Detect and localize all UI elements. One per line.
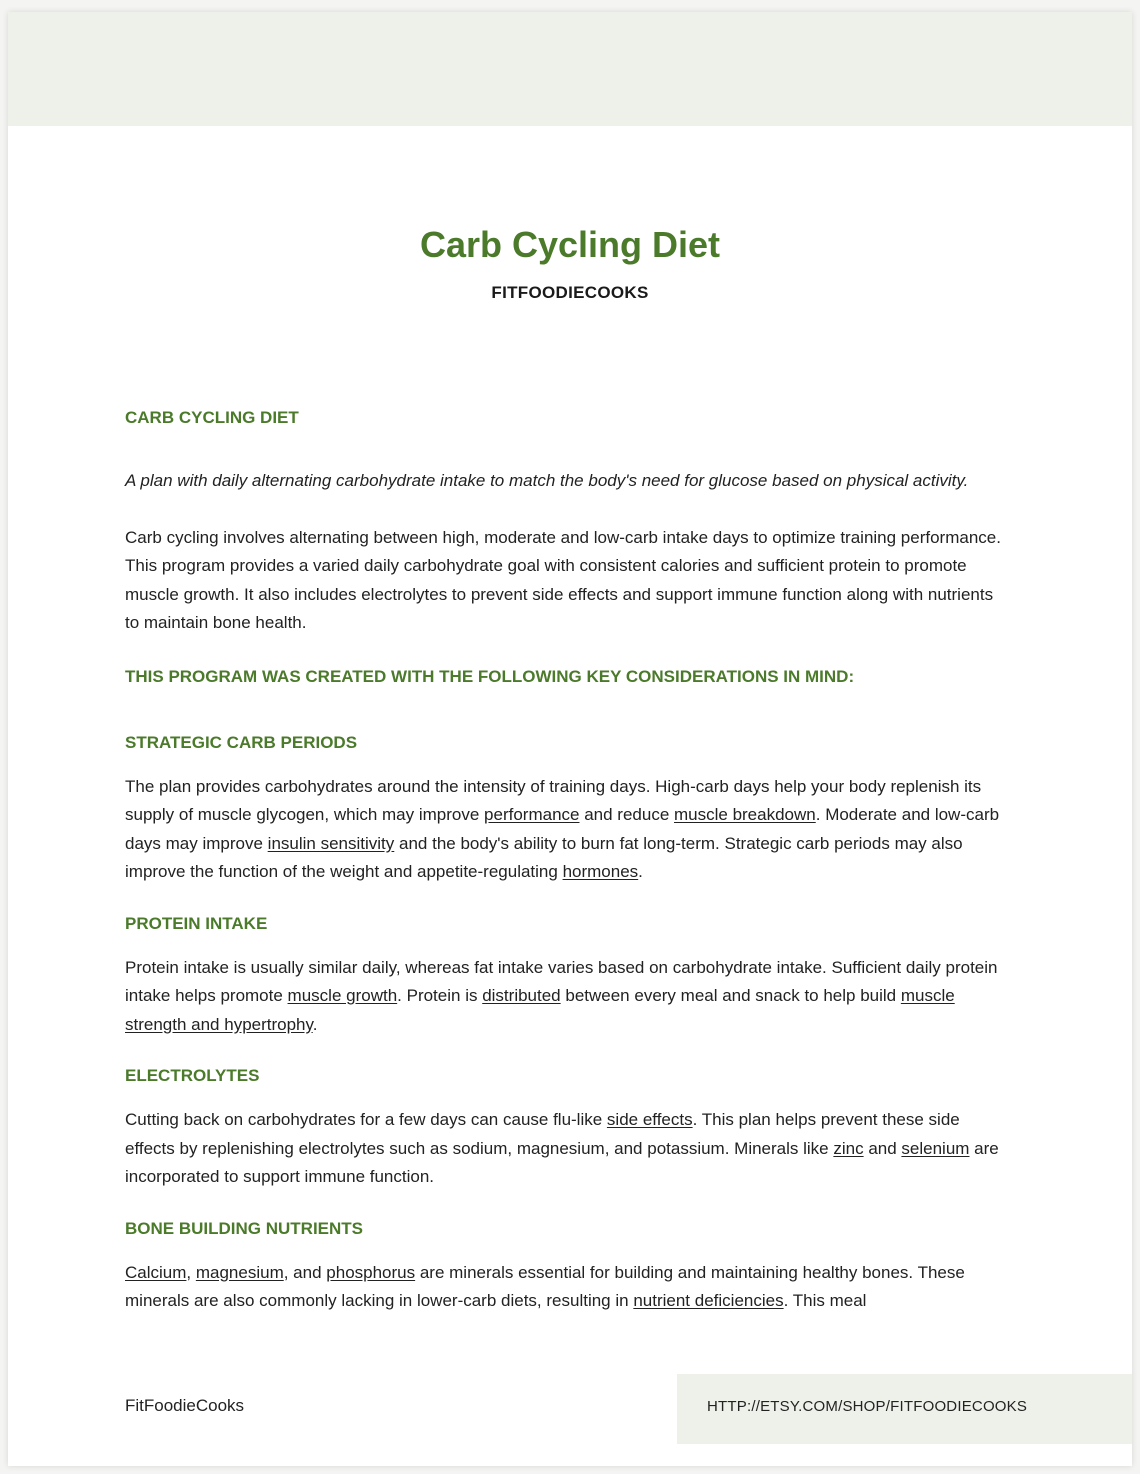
strategic-carb-heading: STRATEGIC CARB PERIODS xyxy=(125,732,358,752)
link-muscle-strength-hypertrophy[interactable]: muscle strength and hypertrophy xyxy=(125,986,955,1034)
intro-paragraph: Carb cycling involves alternating between high, moderate and low-carb intake days to optimize training performance. This program provides a varied daily carbohydrate goal with consistent calories and sufficient protein to promote muscle growth. It also includes electrolytes to prevent side effects and support immune function along with nutrients to maintain bone health. xyxy=(125,527,1001,632)
header-band xyxy=(8,12,1132,126)
electrolytes-heading: ELECTROLYTES xyxy=(125,1066,260,1085)
lead-paragraph: A plan with daily alternating carbohydrate intake to match the body's need for glucose based on physical activity. xyxy=(125,471,969,490)
link-selenium[interactable]: selenium xyxy=(901,1138,970,1158)
text-run: , xyxy=(186,1262,196,1282)
document-page xyxy=(8,12,1132,1466)
text-run: The plan provides carbohydrates around the intensity of training days. High-carb days help your body replenish its supply of muscle glycogen, which may improve xyxy=(125,776,982,824)
key-considerations-heading: THIS PROGRAM WAS CREATED WITH THE FOLLOWING KEY CONSIDERATIONS IN MIND: xyxy=(125,666,855,686)
text-run: Protein intake is usually similar daily, whereas fat intake varies based on carbohydrate intake. Sufficient daily protein intake helps promote xyxy=(125,957,998,1005)
bone-nutrients-heading: BONE BUILDING NUTRIENTS xyxy=(125,1218,363,1238)
link-hormones[interactable]: hormones xyxy=(562,862,639,881)
link-side-effects[interactable]: side effects xyxy=(606,1110,693,1129)
footer-band xyxy=(677,1374,1132,1444)
link-nutrient-deficiencies[interactable]: nutrient deficiencies xyxy=(633,1291,784,1310)
footer-url-link[interactable]: HTTP://ETSY.COM/SHOP/FITFOODIECOOKS xyxy=(707,1398,1028,1415)
link-magnesium[interactable]: magnesium xyxy=(195,1262,284,1282)
document-body xyxy=(125,406,1003,1316)
text-run: and the body's ability to burn fat long-term. Strategic carb periods may also improve the function of the weight and appetite-regulating xyxy=(125,833,963,881)
text-run: . Protein is xyxy=(397,986,483,1005)
text-run: between every meal and snack to help build xyxy=(560,986,901,1005)
footer-brand: FitFoodieCooks xyxy=(125,1396,245,1415)
document-subtitle: FITFOODIECOOKS xyxy=(491,283,649,302)
text-run: . xyxy=(312,1014,318,1034)
link-muscle-breakdown[interactable]: muscle breakdown xyxy=(674,805,816,824)
text-run: are incorporated to support immune function. xyxy=(125,1138,999,1186)
bone-nutrients-paragraph xyxy=(125,1259,1003,1316)
text-run: . Moderate and low-carb days may improve xyxy=(125,805,1000,853)
link-performance[interactable]: performance xyxy=(484,805,580,824)
protein-intake-heading: PROTEIN INTAKE xyxy=(125,913,268,933)
link-zinc[interactable]: zinc xyxy=(833,1138,864,1158)
electrolytes-paragraph xyxy=(125,1106,1003,1192)
link-phosphorus[interactable]: phosphorus xyxy=(326,1262,416,1282)
text-run: and xyxy=(863,1138,902,1158)
document-title: Carb Cycling Diet xyxy=(419,224,721,265)
text-run: . This meal xyxy=(783,1291,867,1310)
protein-intake-paragraph xyxy=(125,954,1003,1040)
text-run: and reduce xyxy=(579,805,674,824)
section-heading: CARB CYCLING DIET xyxy=(125,408,299,427)
text-run: , and xyxy=(283,1262,327,1282)
strategic-carb-paragraph xyxy=(125,773,1003,887)
link-calcium[interactable]: Calcium xyxy=(125,1262,187,1282)
link-distributed[interactable]: distributed xyxy=(482,986,561,1005)
link-muscle-growth[interactable]: muscle growth xyxy=(287,986,398,1005)
link-insulin-sensitivity[interactable]: insulin sensitivity xyxy=(267,833,395,853)
text-run: . xyxy=(638,862,643,881)
text-run: Cutting back on carbohydrates for a few days can cause flu-like xyxy=(125,1110,607,1129)
text-run: are minerals essential for building and maintaining healthy bones. These minerals are also commonly lacking in lower-carb diets, resulting in xyxy=(125,1262,965,1310)
text-run: . This plan helps prevent these side effects by replenishing electrolytes such as sodium, magnesium, and potassium. Minerals like xyxy=(125,1110,960,1158)
